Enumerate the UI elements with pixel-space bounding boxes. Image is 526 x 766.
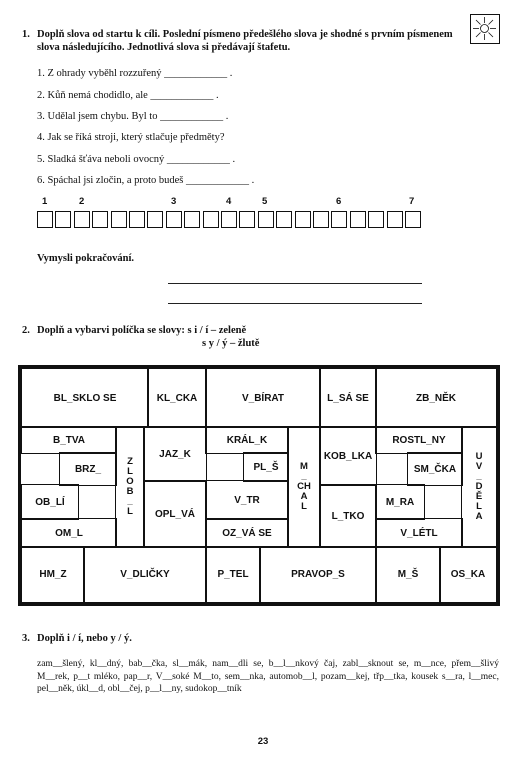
letter: L bbox=[301, 501, 307, 512]
task3-exercise-text[interactable]: zam__šlený, kl__dný, bab__čka, sl__mák, nam__dli se, b__l__nkový čaj, zabl__sknout se, m__nce, přem__šlivý M__rek, p__t mléko, pap__r, V__soké M__to, sem__nka, automob__l, pozam__kej, třp__tka, kousek s__ra, l__mec, pel__něk, úkl__d, obl__čej, p__l__ny, sudokop__tník bbox=[37, 659, 499, 694]
grid-cell-zlobl[interactable] bbox=[115, 426, 145, 548]
grid-cell-ltko[interactable]: L_TKO bbox=[319, 484, 377, 548]
task3-instruction: Doplň i / í, nebo y / ý. bbox=[37, 633, 132, 644]
letter-box[interactable] bbox=[350, 211, 366, 228]
letter: CH bbox=[297, 481, 311, 492]
grid-cell-oml[interactable]: OM_L bbox=[21, 518, 117, 548]
letter: V bbox=[475, 461, 483, 472]
grid-cell-ptel[interactable]: P_TEL bbox=[205, 546, 261, 603]
grid-cell-vbirat[interactable]: V_BÍRAT bbox=[205, 368, 321, 428]
letter: L bbox=[127, 466, 133, 477]
chain-number-3: 3 bbox=[171, 196, 177, 207]
grid-cell-vdlicky[interactable]: V_DLIČKY bbox=[83, 546, 207, 603]
task1-instruction: Doplň slova od startu k cíli. Poslední písmeno předešlého slova je shodné s prvním písmenem slova následujícího. Jednotlivá slova si předávají štafetu. bbox=[37, 29, 453, 53]
grid-cell-brz[interactable]: BRZ_ bbox=[59, 452, 117, 486]
letter-box[interactable] bbox=[239, 211, 255, 228]
chain-number-5: 5 bbox=[262, 196, 268, 207]
sentence-5: 5. Sladká šťáva neboli ovocný ____________ . bbox=[37, 154, 236, 165]
grid-cell-pls[interactable]: PL_Š bbox=[243, 452, 289, 482]
letter-box[interactable] bbox=[37, 211, 53, 228]
letter: A bbox=[300, 491, 308, 502]
grid-cell-mra[interactable]: M_RA bbox=[375, 484, 425, 520]
letter-box[interactable] bbox=[184, 211, 200, 228]
letter-box[interactable] bbox=[55, 211, 71, 228]
grid-cell-oska[interactable]: OS_KA bbox=[439, 546, 497, 603]
letter: _ bbox=[476, 471, 482, 482]
letter-box[interactable] bbox=[258, 211, 274, 228]
grid-cell-uvdela[interactable] bbox=[461, 426, 497, 548]
sentence-6: 6. Spáchal jsi zločin, a proto budeš ____________ . bbox=[37, 175, 255, 186]
task1-number: 1. bbox=[22, 29, 30, 40]
sentence-3: 3. Udělal jsem chybu. Byl to ____________ . bbox=[37, 111, 229, 122]
task2-number: 2. bbox=[22, 325, 30, 336]
sun-emblem-icon bbox=[470, 14, 500, 44]
letter-box[interactable] bbox=[129, 211, 145, 228]
grid-cell-oplva[interactable]: OPL_VÁ bbox=[143, 480, 207, 548]
page-number: 23 bbox=[257, 736, 269, 747]
chain-number-4: 4 bbox=[226, 196, 232, 207]
letter-box[interactable] bbox=[295, 211, 311, 228]
letter-box[interactable] bbox=[203, 211, 219, 228]
task3-number: 3. bbox=[22, 633, 30, 644]
grid-cell-rostlny[interactable]: ROSTL_NY bbox=[375, 426, 463, 454]
letter: Ě bbox=[475, 491, 483, 502]
letter: U bbox=[475, 451, 483, 462]
letter: B bbox=[126, 486, 134, 497]
letter: _ bbox=[127, 496, 133, 507]
chain-number-6: 6 bbox=[336, 196, 342, 207]
letter-box[interactable] bbox=[313, 211, 329, 228]
sentence-1: 1. Z ohrady vyběhl rozzuřený ____________ . bbox=[37, 68, 233, 79]
letter: O bbox=[126, 476, 134, 487]
grid-cell-koblka[interactable]: KOB_LKA bbox=[319, 426, 377, 486]
letter: D bbox=[475, 481, 483, 492]
letter: L bbox=[476, 501, 482, 512]
word-grid bbox=[18, 365, 500, 606]
grid-cell-vletl[interactable]: V_LÉTL bbox=[375, 518, 463, 548]
answer-line[interactable] bbox=[168, 303, 422, 304]
grid-cell-kralk[interactable]: KRÁL_K bbox=[205, 426, 289, 454]
answer-line[interactable] bbox=[168, 283, 422, 284]
letter-box[interactable] bbox=[147, 211, 163, 228]
grid-cell-blsklose[interactable]: BL_SKLO SE bbox=[21, 368, 149, 428]
grid-cell-obli[interactable]: OB_LÍ bbox=[21, 484, 79, 520]
letter-box[interactable] bbox=[92, 211, 108, 228]
grid-cell-mchal[interactable] bbox=[287, 426, 321, 548]
letter: M bbox=[300, 461, 308, 472]
grid-cell-lsase[interactable]: L_SÁ SE bbox=[319, 368, 377, 428]
letter-box[interactable] bbox=[276, 211, 292, 228]
letter-box[interactable] bbox=[221, 211, 237, 228]
task2-instruction-line1: Doplň a vybarvi políčka se slovy: s i / í – zeleně bbox=[37, 325, 247, 336]
chain-number-7: 7 bbox=[409, 196, 415, 207]
letter-box[interactable] bbox=[111, 211, 127, 228]
chain-number-1: 1 bbox=[42, 196, 48, 207]
chain-number-2: 2 bbox=[79, 196, 85, 207]
grid-cell-ozvase[interactable]: OZ_VÁ SE bbox=[205, 518, 289, 548]
grid-cell-vtr[interactable]: V_TR bbox=[205, 480, 289, 520]
letter-box[interactable] bbox=[166, 211, 182, 228]
letter-box[interactable] bbox=[331, 211, 347, 228]
letter-box[interactable] bbox=[387, 211, 403, 228]
continuation-prompt: Vymysli pokračování. bbox=[37, 253, 135, 264]
grid-cell-jazk[interactable]: JAZ_K bbox=[143, 426, 207, 482]
sentence-4: 4. Jak se říká stroji, který stlačuje předměty? bbox=[37, 132, 225, 143]
letter-box[interactable] bbox=[368, 211, 384, 228]
task2-instruction-line2: s y / ý – žlutě bbox=[202, 338, 260, 349]
grid-cell-ms[interactable]: M_Š bbox=[375, 546, 441, 603]
grid-cell-smcka[interactable]: SM_ČKA bbox=[407, 452, 463, 486]
grid-cell-klcka[interactable]: KL_CKA bbox=[147, 368, 207, 428]
letter: A bbox=[475, 511, 483, 522]
letter: L bbox=[127, 506, 133, 517]
grid-cell-btva[interactable]: B_TVA bbox=[21, 426, 117, 454]
letter-box[interactable] bbox=[74, 211, 90, 228]
grid-cell-pravops[interactable]: PRAVOP_S bbox=[259, 546, 377, 603]
letter-box[interactable] bbox=[405, 211, 421, 228]
grid-cell-hmz[interactable]: HM_Z bbox=[21, 546, 85, 603]
sentence-2: 2. Kůň nemá chodidlo, ale ____________ . bbox=[37, 90, 219, 101]
grid-cell-zbnek[interactable]: ZB_NĚK bbox=[375, 368, 497, 428]
letter: Z bbox=[127, 456, 133, 467]
letter: _ bbox=[301, 471, 307, 482]
